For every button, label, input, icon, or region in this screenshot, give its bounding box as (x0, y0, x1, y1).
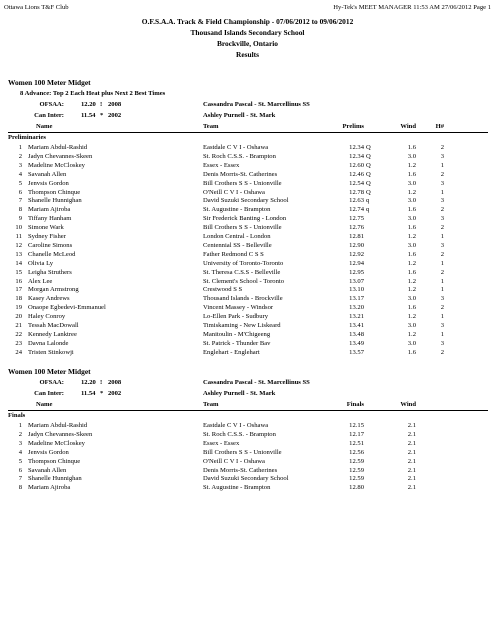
round-label: Preliminaries (8, 134, 46, 141)
heat: 3 (440, 179, 444, 187)
heat: 2 (440, 224, 444, 232)
table-row (8, 269, 488, 278)
place: 6 (18, 188, 22, 196)
table-row (8, 215, 488, 224)
athlete-name: Leigha Struthers (28, 268, 72, 276)
place: 5 (18, 179, 22, 187)
team-name: St. Patrick - Thunder Bav (203, 339, 271, 347)
place: 22 (15, 330, 22, 338)
club-name: Ottawa Lions T&F Club (4, 4, 69, 11)
team-name: Eastdale C V I - Oshawa (203, 422, 269, 429)
record-year: 2008 (108, 101, 122, 108)
mark: 13.10 (349, 286, 364, 294)
mark: 12.59 (349, 457, 364, 465)
record-holder: Cassandra Pascal - St. Marcellinus SS (203, 379, 310, 386)
mark: 12.46 (349, 170, 364, 178)
athlete-name: Morgan Armstrong (28, 286, 79, 294)
wind: 1.2 (407, 161, 416, 169)
athlete-name: Caroline Simons (28, 241, 73, 249)
record-can-inter (8, 390, 488, 399)
place: 7 (18, 197, 22, 205)
team-name: University of Toronto-Toronto (203, 259, 284, 267)
team-name: Denis Morris-St. Catherines (203, 170, 278, 178)
wind: 1.2 (407, 259, 416, 267)
team-name: London Central - London (203, 233, 271, 240)
place: 8 (18, 484, 22, 492)
record-year: 2008 (108, 379, 122, 386)
table-row (8, 440, 488, 449)
heat: 1 (440, 277, 444, 285)
table-row (8, 171, 488, 180)
team-name: St. Roch C.S.S. - Brampton (203, 430, 276, 438)
heat: 3 (440, 295, 444, 303)
mark: 12.15 (349, 422, 364, 429)
table-row (8, 475, 488, 484)
wind: 3.0 (407, 241, 416, 249)
place: 18 (15, 295, 22, 303)
heat: 1 (440, 286, 444, 294)
place: 11 (15, 233, 22, 240)
mark: 12.92 (349, 250, 364, 258)
athlete-name: Chanelle McLeod (28, 250, 76, 258)
team-name: Essex - Essex (203, 161, 240, 169)
team-name: Bill Crothers S S - Unionville (203, 448, 282, 456)
wind: 2.1 (407, 457, 416, 465)
event-title: Women 100 Meter Midget (8, 367, 91, 376)
mark: 12.54 (349, 179, 364, 187)
qualifier: Q (366, 179, 371, 187)
team-name: David Suzuki Secondary School (203, 197, 289, 205)
col-wind: Wind (400, 401, 416, 408)
col-finals: Finals (346, 401, 364, 408)
wind: 2.1 (407, 475, 416, 483)
team-name: Father Redmond C S S (203, 250, 264, 258)
athlete-name: Alex Lee (28, 277, 53, 285)
mark: 13.41 (349, 322, 364, 329)
athlete-name: Thompson Chinque (28, 457, 81, 465)
wind: 3.0 (407, 197, 416, 205)
team-name: St. Clement's School - Toronto (203, 277, 285, 285)
col-prelims: Prelims (342, 123, 364, 130)
team-name: Denis Morris-St. Catherines (203, 466, 278, 474)
mark: 12.51 (349, 439, 364, 447)
table-row (8, 431, 488, 440)
table-row (8, 458, 488, 467)
place: 8 (18, 206, 22, 214)
mark: 13.57 (349, 348, 364, 356)
team-name: St. Augustine - Brampton (203, 484, 271, 492)
wind: 3.0 (407, 152, 416, 160)
heat: 1 (440, 188, 444, 196)
wind: 1.2 (407, 233, 416, 240)
wind: 2.1 (407, 422, 416, 429)
mark: 13.21 (349, 313, 364, 321)
wind: 2.1 (407, 448, 416, 456)
athlete-name: Olivia Ly (28, 259, 54, 267)
qualifier: Q (366, 188, 371, 196)
wind: 1.6 (407, 250, 416, 258)
record-ofsaa (8, 379, 488, 388)
place: 1 (18, 422, 22, 429)
place: 3 (18, 161, 22, 169)
place: 4 (18, 448, 22, 456)
wind: 1.2 (407, 188, 416, 196)
table-row (8, 260, 488, 269)
record-label: OFSAA: (39, 379, 64, 386)
wind: 1.6 (407, 170, 416, 178)
athlete-name: Kennedy Lanktree (28, 330, 77, 338)
record-mark: 11.54 (81, 112, 96, 119)
table-row (8, 251, 488, 260)
heat: 2 (440, 348, 444, 356)
wind: 3.0 (407, 215, 416, 223)
table-row (8, 349, 488, 358)
heat: 3 (440, 215, 444, 223)
table-row (8, 189, 488, 198)
qualifier: Q (366, 170, 371, 178)
mark: 12.74 (349, 206, 364, 214)
table-row (8, 484, 488, 493)
heat: 1 (440, 161, 444, 169)
team-name: O'Neill C V I - Oshawa (203, 457, 265, 465)
round-label: Finals (8, 412, 26, 419)
record-flag: * (100, 112, 104, 119)
table-row (8, 322, 488, 331)
table-row (8, 449, 488, 458)
software-stamp: Hy-Tek's MEET MANAGER 11:53 AM 27/06/2012 Page 1 (333, 4, 491, 11)
wind: 3.0 (407, 339, 416, 347)
qualifier: q (366, 197, 370, 205)
mark: 12.56 (349, 448, 364, 456)
table-row (8, 467, 488, 476)
athlete-name: Sydney Fisher (28, 233, 66, 240)
qualifier: Q (366, 161, 371, 169)
col-name: Name (36, 401, 53, 408)
record-label: Can Inter: (34, 112, 64, 119)
heat: 2 (440, 268, 444, 276)
page-header (4, 4, 491, 14)
heat: 2 (440, 206, 444, 214)
athlete-name: Davna Lalonde (28, 339, 69, 347)
table-row (8, 422, 488, 431)
mark: 12.76 (349, 224, 364, 232)
athlete-name: Mariam Ajiroba (28, 484, 71, 492)
team-name: Lo-Ellen Park - Sudbury (203, 313, 269, 321)
record-label: Can Inter: (34, 390, 64, 397)
record-flag: ! (100, 101, 103, 108)
heat: 1 (440, 313, 444, 321)
athlete-name: Mariam Ajiroba (28, 206, 71, 214)
team-name: Thousand Islands - Brockville (203, 295, 283, 303)
mark: 12.63 (349, 197, 364, 205)
wind: 1.2 (407, 330, 416, 338)
mark: 12.94 (349, 259, 364, 267)
col-name: Name (36, 123, 53, 130)
event-title: Women 100 Meter Midget (8, 78, 91, 87)
meet-title: O.F.S.A.A. Track & Field Championship - 07/06/2012 to 09/06/2012 (141, 17, 354, 26)
athlete-name: Jenvsis Gordon (28, 179, 69, 187)
mark: 12.90 (349, 241, 364, 249)
wind: 1.6 (407, 304, 416, 312)
team-name: Sir Frederick Banting - London (203, 215, 287, 223)
athlete-name: Mariam Abdul-Rashid (28, 422, 88, 429)
athlete-name: Kasey Andrews (28, 295, 70, 303)
col-team: Team (203, 401, 219, 408)
table-row (8, 224, 488, 233)
record-year: 2002 (108, 390, 122, 397)
place: 19 (15, 304, 22, 312)
wind: 2.1 (407, 439, 416, 447)
table-row (8, 331, 488, 340)
col-team: Team (203, 123, 219, 130)
header-rule (8, 132, 488, 133)
table-row (8, 144, 488, 153)
wind: 2.1 (407, 430, 416, 438)
heat: 3 (440, 197, 444, 205)
team-name: Crestwood S S (203, 286, 243, 294)
record-ofsaa (8, 101, 488, 110)
venue: Thousand Islands Secondary School (190, 28, 305, 37)
place: 13 (15, 250, 22, 258)
place: 3 (18, 439, 22, 447)
wind: 2.1 (407, 466, 416, 474)
mark: 12.80 (349, 484, 364, 492)
athlete-name: Madeline McCloskey (28, 439, 85, 447)
place: 10 (15, 224, 22, 232)
table-row (8, 162, 488, 171)
wind: 1.6 (407, 348, 416, 356)
mark: 13.07 (349, 277, 364, 285)
table-row (8, 242, 488, 251)
meet-titles (0, 16, 495, 60)
table-row (8, 180, 488, 189)
table-row (8, 286, 488, 295)
wind: 1.6 (407, 268, 416, 276)
heat: 1 (440, 330, 444, 338)
team-name: Eastdale C V I - Oshawa (203, 144, 269, 151)
record-mark: 12.20 (81, 101, 96, 108)
mark: 13.17 (349, 295, 364, 303)
athlete-name: Shanelle Hunnighan (28, 197, 82, 205)
team-name: Essex - Essex (203, 439, 240, 447)
table-row (8, 304, 488, 313)
place: 2 (18, 152, 22, 160)
place: 1 (18, 144, 22, 151)
place: 21 (15, 322, 22, 329)
table-row (8, 206, 488, 215)
mark: 12.34 (349, 144, 364, 151)
wind: 1.2 (407, 277, 416, 285)
heat: 1 (440, 259, 444, 267)
place: 2 (18, 430, 22, 438)
mark: 13.20 (349, 304, 364, 312)
place: 12 (15, 241, 22, 249)
place: 20 (15, 313, 22, 321)
athlete-name: Savanah Allen (28, 466, 67, 474)
team-name: David Suzuki Secondary School (203, 475, 289, 483)
record-holder: Ashley Purnell - St. Mark (203, 390, 276, 397)
table-row (8, 340, 488, 349)
table-row (8, 197, 488, 206)
team-name: Manitoulin - M'Chigeeng (203, 330, 271, 338)
record-mark: 11.54 (81, 390, 96, 397)
qualifier: Q (366, 152, 371, 160)
place: 4 (18, 170, 22, 178)
team-name: Vincent Massey - Windsor (203, 304, 274, 312)
place: 17 (15, 286, 22, 294)
place: 6 (18, 466, 22, 474)
record-year: 2002 (108, 112, 122, 119)
table-row (8, 295, 488, 304)
wind: 3.0 (407, 322, 416, 329)
wind: 1.6 (407, 224, 416, 232)
heat: 3 (440, 322, 444, 329)
wind: 2.1 (407, 484, 416, 492)
header-rule (8, 410, 488, 411)
heat: 3 (440, 241, 444, 249)
record-can-inter (8, 112, 488, 121)
heat: 3 (440, 339, 444, 347)
team-name: Englehart - Englehart (203, 348, 260, 356)
place: 5 (18, 457, 22, 465)
place: 9 (18, 215, 22, 223)
wind: 3.0 (407, 179, 416, 187)
team-name: Bill Crothers S S - Unionville (203, 224, 282, 232)
mark: 12.78 (349, 188, 364, 196)
place: 15 (15, 268, 22, 276)
record-flag: * (100, 390, 104, 397)
qualifier: q (366, 206, 370, 214)
team-name: Bill Crothers S S - Unionville (203, 179, 282, 187)
mark: 12.59 (349, 475, 364, 483)
heat: 3 (440, 152, 444, 160)
wind: 1.6 (407, 144, 416, 151)
wind: 1.2 (407, 286, 416, 294)
athlete-name: Simone Wark (28, 224, 64, 232)
record-label: OFSAA: (39, 101, 64, 108)
record-holder: Cassandra Pascal - St. Marcellinus SS (203, 101, 310, 108)
location: Brockville, Ontario (216, 39, 279, 48)
col-wind: Wind (400, 123, 416, 130)
heat: 2 (440, 250, 444, 258)
wind: 1.6 (407, 206, 416, 214)
athlete-name: Mariam Abdul-Rashid (28, 144, 88, 151)
wind: 1.2 (407, 313, 416, 321)
athlete-name: Savanah Allen (28, 170, 67, 178)
athlete-name: Tessah MacDowall (28, 322, 79, 329)
column-header (8, 401, 488, 410)
team-name: Centennial SS - Belleville (203, 241, 272, 249)
record-mark: 12.20 (81, 379, 96, 386)
record-holder: Ashley Purnell - St. Mark (203, 112, 276, 119)
team-name: St. Theresa C.S.S - Belleville (203, 268, 281, 276)
table-row (8, 278, 488, 287)
mark: 13.48 (349, 330, 364, 338)
place: 23 (15, 339, 22, 347)
heat: 2 (440, 144, 444, 151)
col-heat: H# (435, 123, 444, 130)
mark: 12.34 (349, 152, 364, 160)
team-name: Timiskaming - New Liskeard (203, 322, 281, 329)
place: 7 (18, 475, 22, 483)
place: 14 (15, 259, 22, 267)
advance-rule: 8 Advance: Top 2 Each Heat plus Next 2 Best Times (20, 90, 166, 97)
mark: 12.75 (349, 215, 364, 223)
athlete-name: Onaope Egbedevi-Emmanuel (28, 304, 106, 312)
mark: 12.59 (349, 466, 364, 474)
qualifier: Q (366, 144, 371, 151)
heat: 2 (440, 170, 444, 178)
athlete-name: Tristen Stinkowji (28, 348, 74, 356)
athlete-name: Tiffany Hanham (28, 215, 72, 223)
record-flag: ! (100, 379, 103, 386)
mark: 12.81 (349, 233, 364, 240)
wind: 3.0 (407, 295, 416, 303)
place: 16 (15, 277, 22, 285)
athlete-name: Shanelle Hunnighan (28, 475, 82, 483)
mark: 12.60 (349, 161, 364, 169)
mark: 12.17 (349, 430, 364, 438)
table-row (8, 313, 488, 322)
table-row (8, 153, 488, 162)
mark: 13.49 (349, 339, 364, 347)
team-name: O'Neill C V I - Oshawa (203, 188, 265, 196)
athlete-name: Jenvsis Gordon (28, 448, 69, 456)
athlete-name: Haley Conroy (28, 313, 66, 321)
athlete-name: Jadyn Chevannes-Skeen (28, 152, 93, 160)
athlete-name: Madeline McCloskey (28, 161, 85, 169)
column-header (8, 123, 488, 132)
results-heading: Results (236, 50, 259, 59)
team-name: St. Roch C.S.S. - Brampton (203, 152, 276, 160)
mark: 12.95 (349, 268, 364, 276)
table-row (8, 233, 488, 242)
athlete-name: Jadyn Chevannes-Skeen (28, 430, 93, 438)
team-name: St. Augustine - Brampton (203, 206, 271, 214)
heat: 2 (440, 304, 444, 312)
athlete-name: Thompson Chinque (28, 188, 81, 196)
place: 24 (15, 348, 22, 356)
heat: 1 (440, 233, 444, 240)
